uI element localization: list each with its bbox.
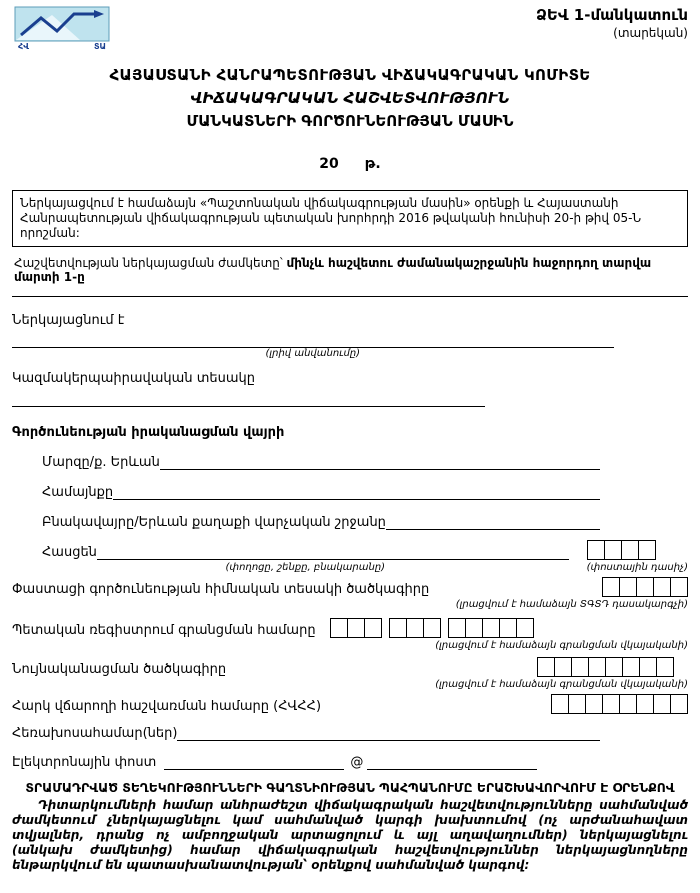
presented-by-input[interactable] [12, 331, 614, 348]
address-row [42, 543, 569, 560]
activity-code-row [12, 577, 688, 597]
confidentiality-guarantee: ՏՐԱՄԱԴՐՎԱԾ ՏԵՂԵԿՈՒԹՅՈՒՆՆԵՐԻ ԳԱՂՏՆԻՈՒԹՅԱՆ ՊԱՀՊԱՆՈՒՄԸ ԵՐԱՇԽԱՎՈՐՎՈՒՄ Է ՕՐԵՆՔՈՎ [25, 780, 675, 795]
code-cell[interactable] [621, 540, 639, 560]
presented-by-hint: (լրիվ անվանումը) [265, 348, 361, 359]
code-cell[interactable] [656, 657, 674, 677]
code-cell-group [389, 618, 441, 638]
code-cell[interactable] [465, 618, 483, 638]
code-cell[interactable] [585, 694, 603, 714]
year-line [12, 154, 688, 172]
year-suffix: թ. [364, 156, 381, 172]
region-input[interactable] [160, 453, 600, 470]
settlement-input[interactable] [386, 513, 600, 530]
code-cell[interactable] [636, 694, 654, 714]
deadline-prefix: Հաշվետվության ներկայացման ժամկետը՝ [14, 256, 287, 270]
id-code-label: Նույնականացման ծածկագիրը [12, 662, 227, 677]
code-cell[interactable] [423, 618, 441, 638]
armstat-logo-icon [14, 6, 110, 50]
settlement-label: Բնակավայրը/Երևան քաղաքի վարչական շրջանը [42, 515, 386, 530]
community-label: Համայնքը [42, 485, 114, 500]
code-cell[interactable] [330, 618, 348, 638]
email-local-input[interactable] [164, 753, 344, 770]
tin-cells [551, 694, 688, 714]
legal-form-input[interactable] [12, 390, 485, 407]
code-cell[interactable] [587, 540, 605, 560]
code-cell-group [537, 657, 674, 677]
activity-code-cells [602, 577, 688, 597]
phone-input[interactable] [177, 724, 600, 741]
settlement-row [42, 513, 600, 530]
code-cell[interactable] [602, 694, 620, 714]
code-cell-group [448, 618, 534, 638]
location-heading: Գործունեության իրականացման վայրի [12, 425, 285, 440]
state-register-hint: (լրացվում է համաձայն գրանցման վկայականի) [435, 640, 688, 651]
legal-form-label: Կազմակերպաիրավական տեսակը [12, 371, 255, 386]
form-code-block [12, 6, 688, 40]
liability-warning: Դիտարկումների համար անհրաժեշտ վիճակագրական հաշվետվությունները սահմանված ժամկետում չներկայացնելու կամ սահմանված կարգի խախտումով (ոչ արժանահավատ տվյալներ, դրանց ոչ ամբողջական արտացոլում և այլ աղավաղումներ) ներկայացնելու (անկախ ժամկետից) համար վիճակագրական հաշվետվություններ ներկայացնողները ենթարկվում են պատասխանատվության՝ օրենքով սահմանված կարգով: [12, 798, 688, 872]
year-input[interactable] [339, 154, 365, 168]
presented-by-section [12, 313, 688, 359]
title-report-type: ՎԻՃԱԿԱԳՐԱԿԱՆ ՀԱՇՎԵՏՎՈՒԹՅՈՒՆ [190, 89, 510, 107]
code-cell[interactable] [604, 540, 622, 560]
activity-code-hint: (լրացվում է համաձայն ՏԳՏԴ դասակարգչի) [455, 599, 688, 610]
state-register-cells [330, 618, 534, 638]
code-cell[interactable] [389, 618, 407, 638]
code-cell[interactable] [482, 618, 500, 638]
legal-basis-text: Ներկայացվում է համաձայն «Պաշտոնական վիճակագրության մասին» օրենքի և Հայաստանի Հանրապետության վիճակագրության պետական խորհրդի 2016 թվականի հունիսի 20-ի թիվ 05-Ն որոշման: [20, 196, 642, 240]
address-input[interactable] [97, 543, 569, 560]
code-cell[interactable] [568, 694, 586, 714]
deadline-row [12, 247, 688, 297]
code-cell[interactable] [619, 694, 637, 714]
code-cell-group [602, 577, 688, 597]
code-cell[interactable] [516, 618, 534, 638]
form-periodicity: (տարեկան) [613, 26, 688, 40]
code-cell[interactable] [619, 577, 637, 597]
logo-text-left: ՀՎ [18, 42, 29, 50]
address-left [42, 543, 569, 573]
code-cell[interactable] [499, 618, 517, 638]
postal-code-cells [587, 540, 688, 560]
code-cell[interactable] [653, 577, 671, 597]
community-input[interactable] [113, 483, 600, 500]
code-cell[interactable] [554, 657, 572, 677]
region-row [42, 453, 600, 470]
email-at-sign: @ [350, 755, 364, 770]
code-cell[interactable] [406, 618, 424, 638]
id-code-hint: (լրացվում է համաձայն գրանցման վկայականի) [435, 679, 688, 690]
code-cell[interactable] [551, 694, 569, 714]
code-cell[interactable] [605, 657, 623, 677]
code-cell[interactable] [347, 618, 365, 638]
email-row [12, 753, 688, 770]
community-row [42, 483, 600, 500]
region-label: Մարզը/ք. Երևան [42, 455, 160, 470]
id-code-row [12, 657, 688, 677]
code-cell[interactable] [636, 577, 654, 597]
activity-code-label: Փաստացի գործունեության հիմնական տեսակի ծածկագիրը [12, 582, 430, 597]
logo-text-right: ՏԱ [94, 42, 107, 50]
armstat-logo [14, 6, 110, 54]
code-cell-group [587, 540, 656, 560]
postal-code-hint: (փոստային դասիչ) [586, 562, 688, 573]
code-cell[interactable] [653, 694, 671, 714]
tin-label: Հարկ վճարողի հաշվառման համարը (ՀՎՀՀ) [12, 699, 322, 714]
state-register-section [12, 618, 688, 651]
email-domain-input[interactable] [367, 753, 537, 770]
form-titles [12, 66, 688, 130]
address-hint: (փողոցը, շենքը, բնակարանը) [225, 562, 386, 573]
code-cell[interactable] [588, 657, 606, 677]
state-register-label: Պետական ռեգիստրում գրանցման համարը [12, 623, 316, 638]
legal-form-section [12, 371, 688, 407]
state-register-row [12, 618, 688, 638]
title-subject: ՄԱՆԿԱՏՆԵՐԻ ԳՈՐԾՈՒՆԵՈՒԹՅԱՆ ՄԱՍԻՆ [186, 112, 514, 130]
code-cell[interactable] [571, 657, 589, 677]
id-code-section [12, 657, 688, 690]
phone-label: Հեռախոսահամար(ներ) [12, 726, 178, 741]
legal-basis-box [12, 190, 688, 247]
form-code: ՁԵՎ 1-մանկատուն [535, 6, 688, 24]
email-label: Էլեկտրոնային փոստ [12, 755, 157, 770]
year-prefix: 20 [319, 156, 339, 172]
address-label: Հասցեն [42, 545, 97, 560]
presented-by-label: Ներկայացնում է [12, 313, 125, 328]
code-cell[interactable] [448, 618, 466, 638]
id-code-cells [537, 657, 674, 677]
form-header [12, 6, 688, 54]
code-cell[interactable] [622, 657, 640, 677]
code-cell[interactable] [639, 657, 657, 677]
code-cell[interactable] [670, 694, 688, 714]
code-cell[interactable] [364, 618, 382, 638]
deadline-date: մինչև հաշվետու ժամանակաշրջանին հաջորդող տարվա մարտի 1-ը [14, 256, 652, 284]
code-cell[interactable] [670, 577, 688, 597]
code-cell[interactable] [602, 577, 620, 597]
code-cell-group [330, 618, 382, 638]
code-cell-group [551, 694, 688, 714]
phone-row [12, 724, 688, 741]
address-block [42, 540, 688, 573]
code-cell[interactable] [638, 540, 656, 560]
postal-code-block [587, 540, 688, 573]
activity-code-section [12, 577, 688, 610]
code-cell[interactable] [537, 657, 555, 677]
title-committee: ՀԱՅԱՍՏԱՆԻ ՀԱՆՐԱՊԵՏՈՒԹՅԱՆ ՎԻՃԱԿԱԳՐԱԿԱՆ ԿՈՄԻՏԵ [109, 66, 591, 84]
tin-row [12, 694, 688, 714]
